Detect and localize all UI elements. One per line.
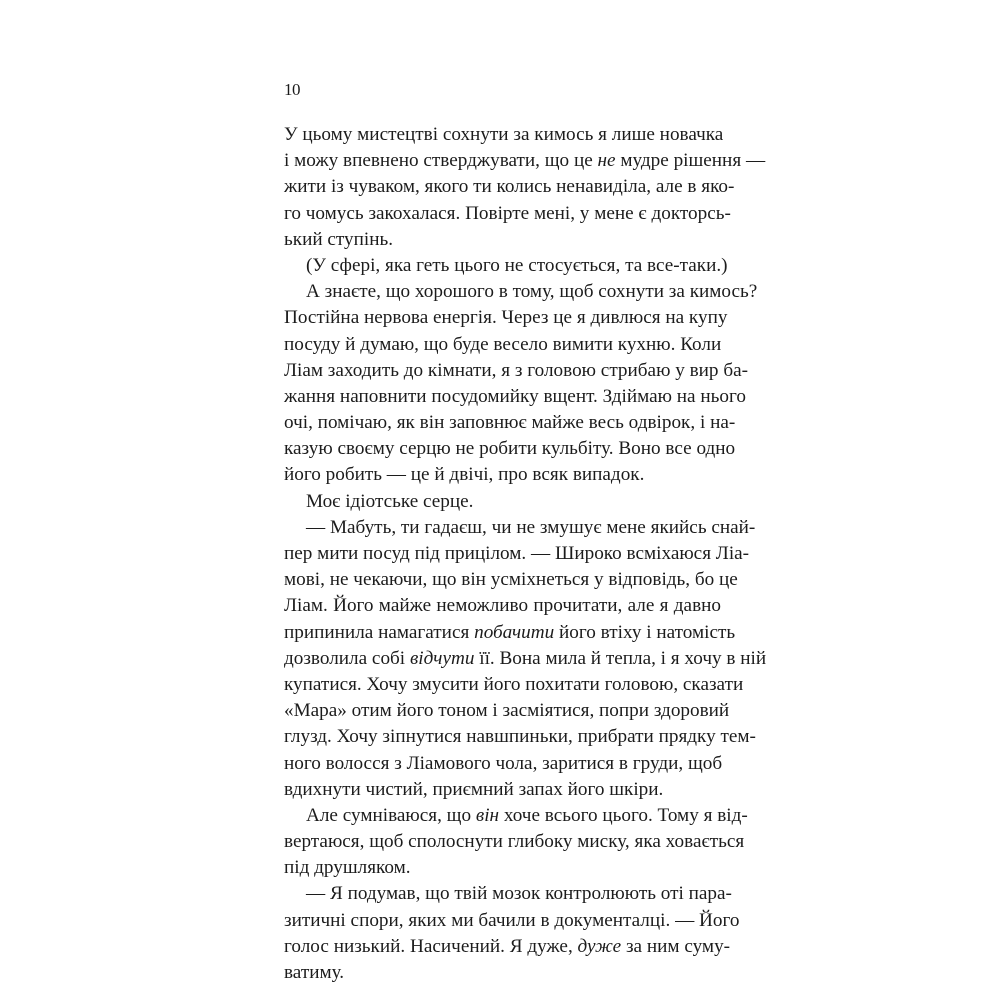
text-segment: Але сумніваюся, що xyxy=(306,804,476,826)
text-line xyxy=(284,934,731,960)
text-line xyxy=(284,960,721,986)
text-line xyxy=(284,698,730,724)
text-segment: ватиму. xyxy=(284,962,345,983)
italic-text: дуже xyxy=(577,935,622,957)
italic-text: не xyxy=(597,150,616,172)
text-line xyxy=(284,305,728,331)
text-segment: вертаюся, щоб сполоснути глибоку миску, яка ховається xyxy=(284,831,745,853)
text-segment: очі, помічаю, як він заповнює майже весь одвірок, і на- xyxy=(284,412,736,434)
text-line xyxy=(284,227,721,253)
text-segment: її. Вона мила й тепла, і я хочу в ній xyxy=(474,647,767,669)
text-segment: його втіху і натомість xyxy=(554,621,736,643)
text-line xyxy=(284,148,766,174)
text-line xyxy=(284,515,756,541)
text-line xyxy=(284,332,721,358)
text-segment: і можу впевнено стверджувати, що це xyxy=(284,150,598,172)
text-line xyxy=(284,489,721,515)
text-segment: мові, не чекаючи, що він усміхнеться у відповідь, бо це xyxy=(284,569,738,591)
text-segment: за ним суму- xyxy=(621,935,731,957)
text-line xyxy=(284,646,767,672)
italic-text: відчути xyxy=(409,647,475,669)
text-line xyxy=(284,672,744,698)
text-segment: — Я подумав, що твій мозок контролюють оті пара- xyxy=(306,883,732,905)
text-segment: глузд. Хочу зіпнутися навшпиньки, прибрати прядку тем- xyxy=(284,726,756,748)
text-line xyxy=(284,803,748,829)
text-line xyxy=(284,541,750,567)
text-line xyxy=(284,908,740,934)
text-segment: купатися. Хочу змусити його похитати головою, сказати xyxy=(284,673,744,695)
text-segment: го чомусь закохалася. Повірте мені, у мене є докторсь- xyxy=(284,202,731,224)
body-text xyxy=(284,122,767,986)
text-line xyxy=(284,174,735,200)
text-segment: припинила намагатися xyxy=(284,621,475,643)
text-line xyxy=(284,777,721,803)
text-segment: зитичні спори, яких ми бачили в документалці. — Його xyxy=(284,909,740,931)
text-segment: ький ступінь. xyxy=(284,228,394,250)
text-line xyxy=(284,201,731,227)
text-line xyxy=(284,620,736,646)
text-segment: хоче всього цього. Тому я від- xyxy=(499,804,748,826)
text-segment: пер мити посуд під прицілом. — Широко всміхаюся Ліа- xyxy=(284,543,750,564)
text-line xyxy=(284,384,746,410)
text-line xyxy=(284,855,721,881)
text-segment: дозволила собі xyxy=(284,647,410,669)
text-line xyxy=(284,751,721,777)
page-number: 10 xyxy=(284,80,300,99)
text-segment: Ліам. Його майже неможливо прочитати, але я давно xyxy=(284,595,721,617)
text-line xyxy=(284,462,721,488)
text-segment: його робить — це й двічі, про всяк випадок. xyxy=(284,464,645,486)
text-segment: посуду й думаю, що буде весело вимити кухню. Коли xyxy=(284,333,722,355)
text-line xyxy=(284,567,738,593)
text-segment: А знаєте, що хорошого в тому, щоб сохнути за кимось? xyxy=(306,281,758,303)
text-line xyxy=(284,881,732,907)
text-line xyxy=(284,358,748,384)
text-segment: під друшляком. xyxy=(284,857,411,879)
italic-text: він xyxy=(475,804,500,826)
italic-text: побачити xyxy=(474,621,555,643)
text-line xyxy=(284,122,724,148)
text-segment: У цьому мистецтві сохнути за кимось я лише новачка xyxy=(284,124,724,145)
text-segment: вдихнути чистий, приємний запах його шкіри. xyxy=(284,778,664,800)
text-segment: мудре рішення — xyxy=(615,150,766,172)
text-line xyxy=(284,593,721,619)
text-segment: (У сфері, яка геть цього не стосується, та все-таки.) xyxy=(306,254,728,276)
text-segment: «Мара» отим його тоном і засміятися, попри здоровий xyxy=(284,700,730,722)
text-segment: Ліам заходить до кімнати, я з головою стрибаю у вир ба- xyxy=(284,359,748,381)
text-segment: казую своєму серцю не робити кульбіту. Воно все одно xyxy=(284,438,736,460)
text-segment: Постійна нервова енергія. Через це я дивлюся на купу xyxy=(284,307,728,329)
text-line xyxy=(284,436,736,462)
text-segment: жання наповнити посудомийку вщент. Здіймаю на нього xyxy=(284,385,746,407)
text-segment: Моє ідіотське серце. xyxy=(306,490,474,512)
text-segment: голос низький. Насичений. Я дуже, xyxy=(284,935,578,957)
text-line xyxy=(284,410,736,436)
text-segment: ного волосся з Ліамового чола, заритися в груди, щоб xyxy=(284,752,723,774)
text-line xyxy=(284,829,745,855)
text-line xyxy=(284,279,758,305)
text-segment: — Мабуть, ти гадаєш, чи не змушує мене якийсь снай- xyxy=(306,516,756,538)
text-line xyxy=(284,724,756,750)
text-line xyxy=(284,253,728,279)
text-segment: жити із чуваком, якого ти колись ненавиділа, але в яко- xyxy=(284,176,735,198)
